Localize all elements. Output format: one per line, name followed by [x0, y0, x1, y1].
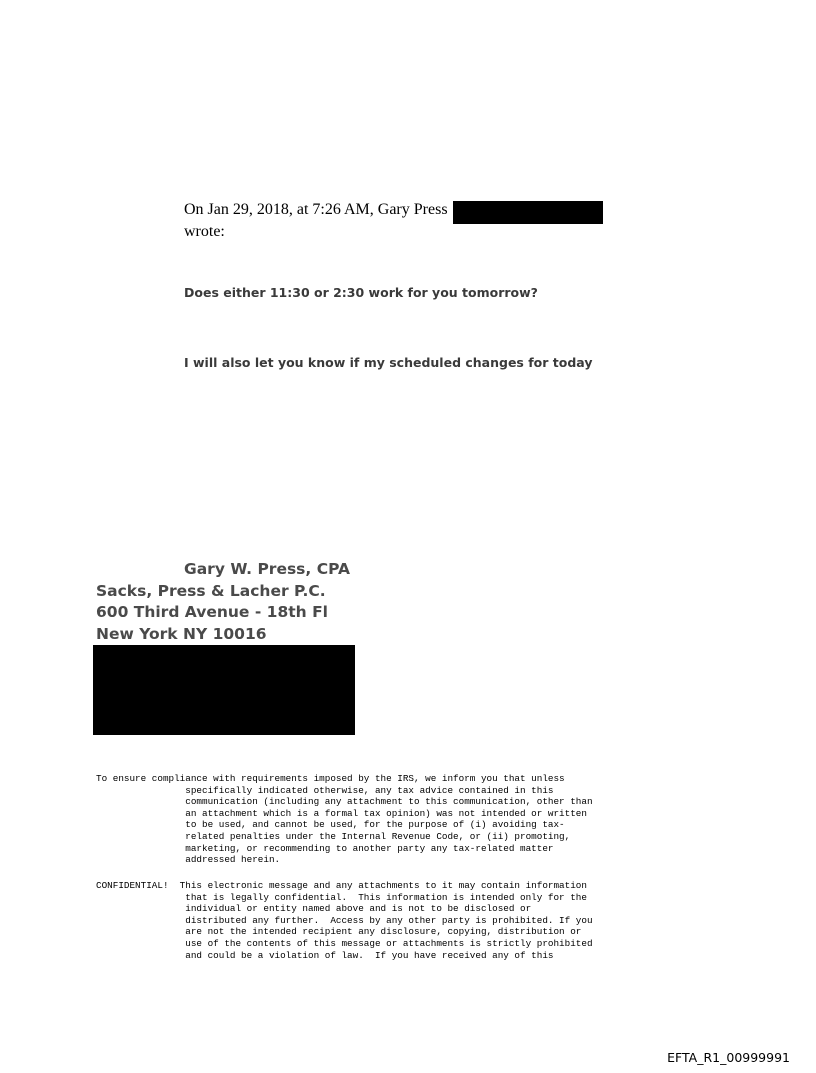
- document-id: EFTA_R1_00999991: [667, 1050, 790, 1065]
- message-line: Does either 11:30 or 2:30 work for you tomorrow?: [184, 285, 538, 300]
- redaction-box-email: [453, 201, 603, 224]
- message-line: I will also let you know if my scheduled changes for today: [184, 355, 593, 370]
- email-quote-header-wrote: wrote:: [184, 223, 225, 240]
- redaction-box-contact: [93, 645, 355, 735]
- signature-name: Gary W. Press, CPA: [184, 560, 351, 578]
- confidentiality-notice: CONFIDENTIAL! This electronic message and any attachments to it may contain information that is legally confidential. This information is intended only for the individual or entity named above and is not to be disclosed or distributed any further. Access by any other party is prohibited. If you are not the intended recipient any disclosure, copying, distribution or use of the contents of this message or attachments is strictly prohibited and could be a violation of law. If you have received any of this: [96, 880, 593, 961]
- irs-disclaimer: To ensure compliance with requirements imposed by the IRS, we inform you that unless specifically indicated otherwise, any tax advice contained in this communication (including any attachment to this communication, other than an attachment which is a formal tax opinion) was not intended or written to be used, and cannot be used, for the purpose of (i) avoiding tax- related penalties under the Internal Revenue Code, or (ii) promoting, marketing, or recommending to another party any tax-related matter addressed herein.: [96, 773, 593, 866]
- email-quote-header-text: On Jan 29, 2018, at 7:26 AM, Gary Press: [184, 201, 448, 218]
- signature-firm: Sacks, Press & Lacher P.C.: [96, 582, 326, 600]
- signature-city: New York NY 10016: [96, 625, 267, 643]
- signature-street: 600 Third Avenue - 18th Fl: [96, 603, 328, 621]
